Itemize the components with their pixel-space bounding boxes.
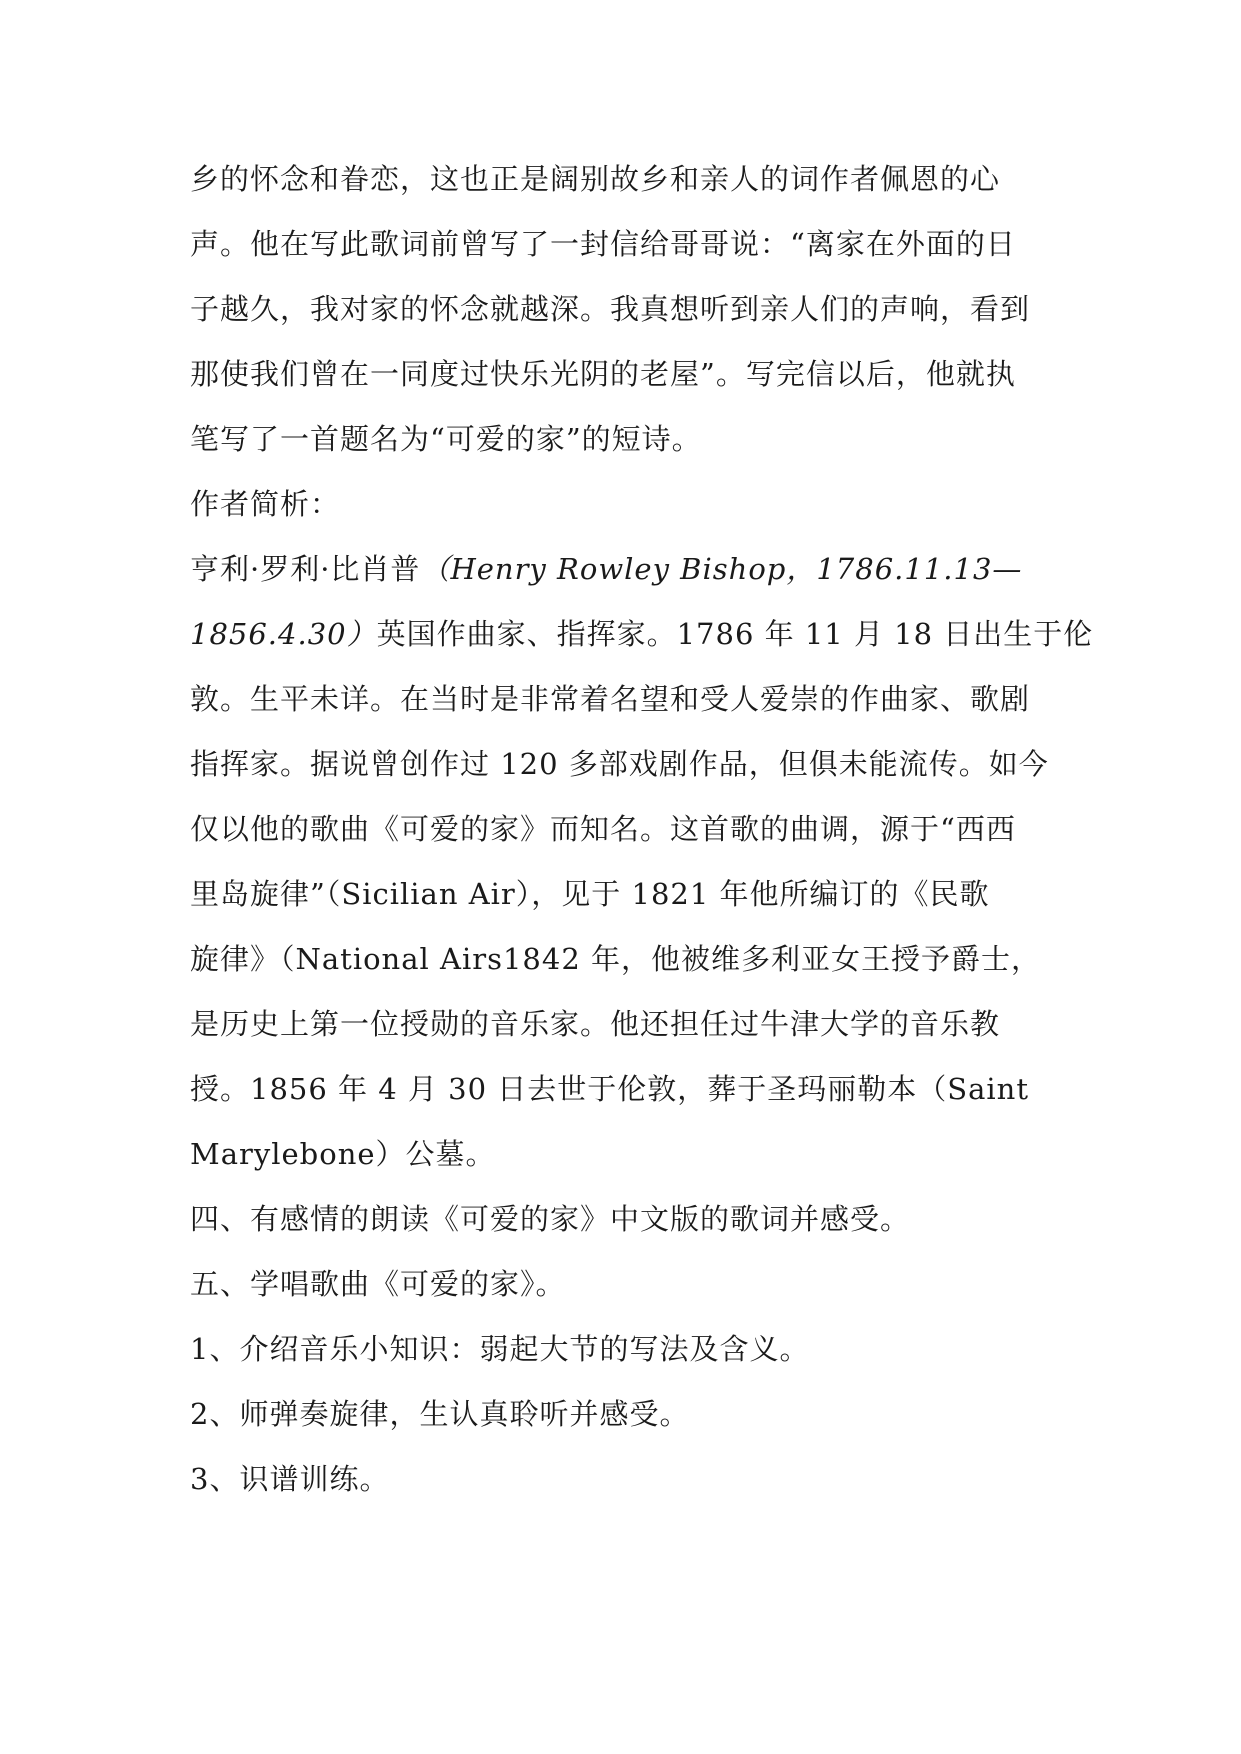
paragraph-line: 指挥家。据说曾创作过 120 多部戏剧作品，但俱未能流传。如今: [190, 747, 1049, 781]
substep-2: 2、师弹奏旋律，生认真聆听并感受。: [190, 1397, 690, 1431]
paragraph-line: 里岛旋律”（Sicilian Air），见于 1821 年他所编订的《民歌: [190, 877, 990, 911]
paragraph-line: 笔写了一首题名为“可爱的家”的短诗。: [190, 422, 702, 456]
paragraph-line: 旋律》（National Airs1842 年，他被维多利亚女王授予爵士，: [190, 942, 1041, 976]
paragraph-line: 授。1856 年 4 月 30 日去世于伦敦，葬于圣玛丽勒本（Saint: [190, 1072, 1030, 1106]
substep-1: 1、介绍音乐小知识：弱起大节的写法及含义。: [190, 1332, 810, 1366]
step-five: 五、学唱歌曲《可爱的家》。: [190, 1267, 566, 1301]
section-heading-author: 作者简析：: [190, 487, 341, 521]
author-intro: 英国作曲家、指挥家。1786 年 11 月 18 日出生于伦: [376, 617, 1094, 651]
author-name-zh: 亨利·罗利·比肖普: [190, 552, 421, 586]
paragraph-line: 仅以他的歌曲《可爱的家》而知名。这首歌的曲调，源于“西西: [190, 812, 1016, 846]
author-name-en: （Henry Rowley Bishop，1786.11.13—: [420, 552, 1023, 586]
paragraph-line: 子越久，我对家的怀念就越深。我真想听到亲人们的声响，看到: [190, 292, 1031, 326]
author-dates-line: [190, 612, 1094, 677]
paragraph-line: Marylebone）公墓。: [190, 1137, 496, 1171]
paragraph-line: 乡的怀念和眷恋，这也正是阔别故乡和亲人的词作者佩恩的心: [190, 162, 1001, 196]
step-four: 四、有感情的朗读《可爱的家》中文版的歌词并感受。: [190, 1202, 911, 1236]
document-body: [190, 157, 1094, 1522]
paragraph-line: 那使我们曾在一同度过快乐光阴的老屋”。写完信以后，他就执: [190, 357, 1016, 391]
paragraph-line: 敦。生平未详。在当时是非常着名望和受人爱崇的作曲家、歌剧: [190, 682, 1031, 716]
author-death-date: 1856.4.30）: [190, 617, 377, 651]
author-name-line: [190, 547, 1070, 612]
paragraph-line: 是历史上第一位授勋的音乐家。他还担任过牛津大学的音乐教: [190, 1007, 1001, 1041]
substep-3: 3、识谱训练。: [190, 1462, 390, 1496]
paragraph-line: 声。他在写此歌词前曾写了一封信给哥哥说：“离家在外面的日: [190, 227, 1016, 261]
